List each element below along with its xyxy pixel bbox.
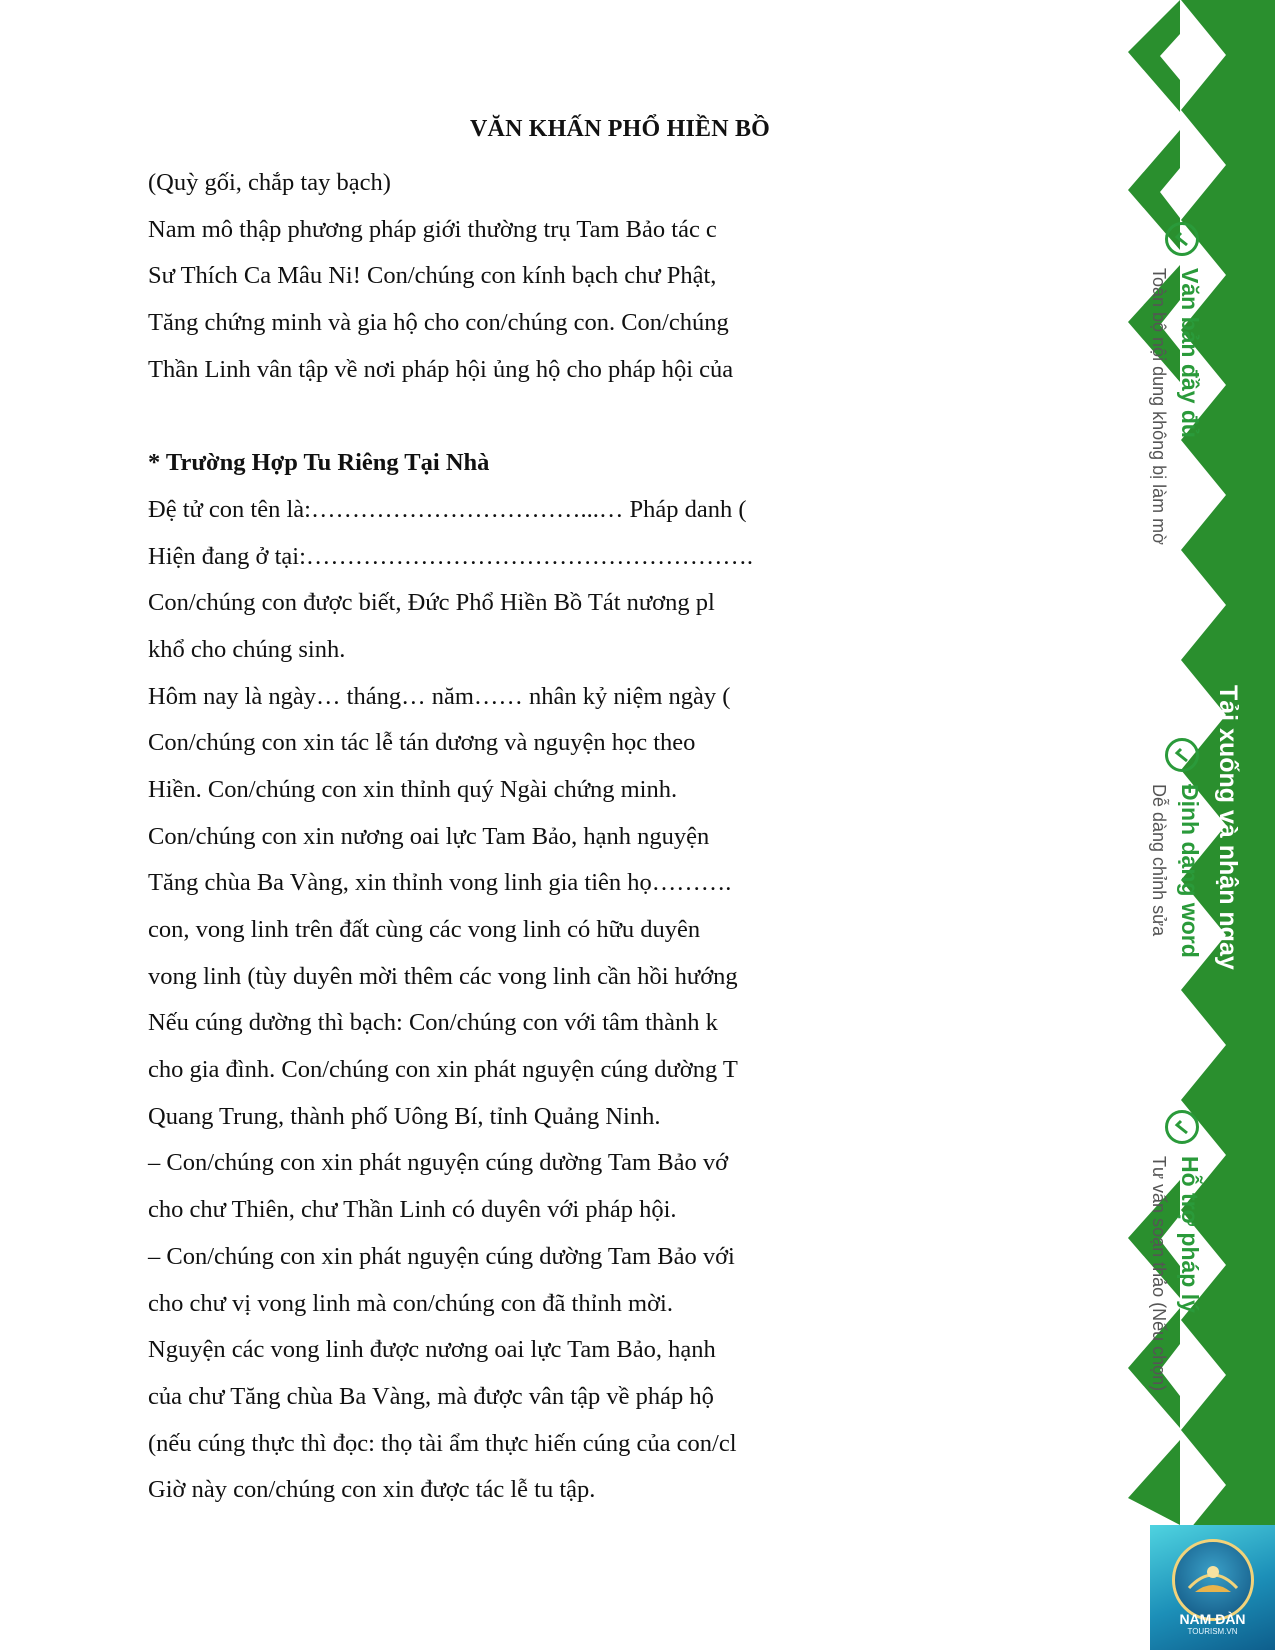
- document-title: VĂN KHẤN PHỔ HIỀN BỒ: [470, 116, 771, 142]
- logo-name: NAM ĐÀN: [1179, 1611, 1246, 1627]
- document-line: (nếu cúng thực thì đọc: thọ tài ẩm thực hiến cúng của con/cl: [148, 1429, 737, 1457]
- document-line: – Con/chúng con xin phát nguyện cúng dường Tam Bảo vớ: [148, 1149, 729, 1177]
- feature-full-text: [1123, 222, 1203, 582]
- feature-subtitle: Toàn bộ nội dung không bị làm mờ: [1149, 268, 1169, 545]
- document-line: vong linh (tùy duyên mời thêm các vong linh cần hồi hướng: [148, 962, 738, 990]
- document-line: khổ cho chúng sinh.: [148, 635, 346, 663]
- document-line: Thần Linh vân tập về nơi pháp hội ủng hộ cho pháp hội của: [148, 355, 734, 383]
- document-line: Con/chúng con xin tác lễ tán dương và nguyện học theo: [148, 729, 696, 757]
- document-line: Nguyện các vong linh được nương oai lực Tam Bảo, hạnh: [148, 1336, 716, 1364]
- document-line: Tăng chứng minh và gia hộ cho con/chúng con. Con/chúng: [148, 309, 729, 337]
- feature-legal-support: [1123, 1110, 1203, 1470]
- feature-subtitle: Tư vấn soạn thảo (Nếu chọn): [1149, 1156, 1169, 1392]
- document-line: Hiền. Con/chúng con xin thỉnh quý Ngài chứng minh.: [148, 775, 678, 803]
- document-line: Sư Thích Ca Mâu Ni! Con/chúng con kính bạch chư Phật,: [148, 262, 717, 290]
- document-line: của chư Tăng chùa Ba Vàng, mà được vân tập về pháp hộ: [148, 1382, 714, 1410]
- document-line: Hôm nay là ngày… tháng… năm…… nhân kỷ niệm ngày (: [148, 682, 731, 710]
- document-line: Đệ tử con tên là:……………………………...… Pháp danh (: [148, 495, 747, 523]
- feature-subtitle: Dễ dàng chỉnh sửa: [1149, 784, 1169, 937]
- document-line: (Quỳ gối, chắp tay bạch): [148, 169, 391, 196]
- section-heading: * Trường Hợp Tu Riêng Tại Nhà: [148, 449, 490, 477]
- document-line: Quang Trung, thành phố Uông Bí, tỉnh Quảng Ninh.: [148, 1102, 661, 1130]
- feature-title: Định dạng word: [1177, 784, 1203, 958]
- feature-title: Hỗ trợ pháp lý: [1177, 1156, 1203, 1313]
- document-line: cho chư vị vong linh mà con/chúng con đã thỉnh mời.: [148, 1289, 673, 1317]
- document-line: Nam mô thập phương pháp giới thường trụ Tam Bảo tác c: [148, 215, 717, 243]
- download-button-label[interactable]: Tải xuống và nhận ngay: [1214, 685, 1242, 970]
- document-line: cho chư Thiên, chư Thần Linh có duyên với pháp hội.: [148, 1196, 677, 1224]
- blank-line: [148, 393, 795, 440]
- logo-emblem-icon: [1172, 1539, 1254, 1621]
- document-line: Nếu cúng dường thì bạch: Con/chúng con với tâm thành k: [148, 1009, 718, 1037]
- document-body: [148, 160, 795, 1514]
- document-line: Tăng chùa Ba Vàng, xin thỉnh vong linh gia tiên họ……….: [148, 869, 732, 897]
- document-line: Giờ này con/chúng con xin được tác lễ tu tập.: [148, 1476, 596, 1504]
- check-circle-icon: [1165, 222, 1199, 256]
- document-line: con, vong linh trên đất cùng các vong linh có hữu duyên: [148, 916, 701, 943]
- document-line: Con/chúng con được biết, Đức Phổ Hiền Bồ Tát nương pl: [148, 589, 715, 617]
- document-line: – Con/chúng con xin phát nguyện cúng dường Tam Bảo với: [148, 1242, 735, 1270]
- document-line: cho gia đình. Con/chúng con xin phát nguyện cúng dường T: [148, 1056, 738, 1084]
- check-circle-icon: [1165, 1110, 1199, 1144]
- document-line: Con/chúng con xin nương oai lực Tam Bảo, hạnh nguyện: [148, 822, 710, 850]
- nam-dan-tourism-logo[interactable]: [1150, 1525, 1275, 1650]
- feature-word-format: [1123, 738, 1203, 1098]
- logo-domain: TOURISM.VN: [1187, 1627, 1238, 1636]
- feature-title: Văn bản đầy đủ: [1177, 268, 1203, 438]
- check-circle-icon: [1165, 738, 1199, 772]
- download-promo-sidebar[interactable]: [1118, 0, 1275, 1650]
- document-line: Hiện đang ở tại:……………………………………………….: [148, 542, 753, 570]
